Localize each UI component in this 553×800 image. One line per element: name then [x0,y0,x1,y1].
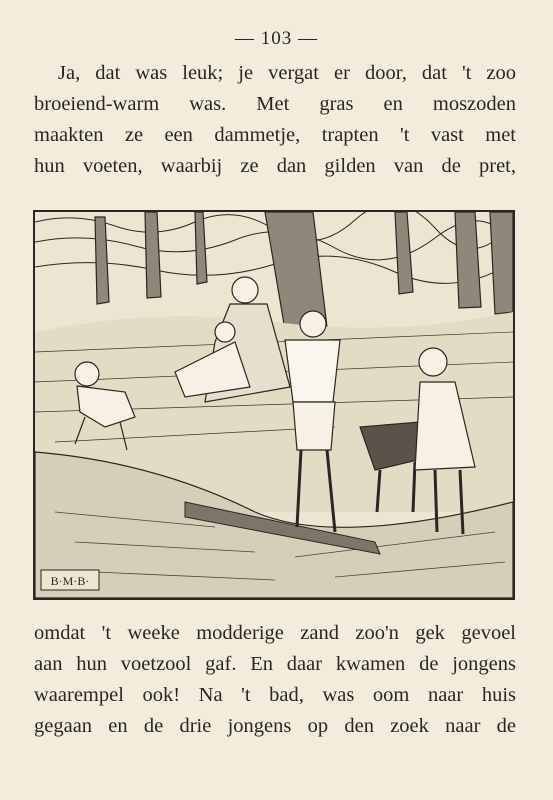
text-line: gegaan en de drie jongens op den zoek naar de [34,715,516,737]
text-line: omdat 't weeke modderige zand zoo'n gek gevoel [34,622,516,644]
illustration-drawing [35,212,513,598]
text-line: hun voeten, waarbij ze dan gilden van de pret, [34,155,516,177]
illustration-children-playing-in-stream [33,210,515,600]
text-line: broeiend-warm was. Met gras en moszoden [34,93,516,115]
body-text-top [34,58,516,182]
body-text-bottom [34,618,516,742]
text-line: waarempel ook! Na 't bad, was oom naar huis [34,684,516,706]
illustrator-signature: B·M·B· [50,574,90,588]
page-number: — 103 — [235,28,318,49]
text-line: Ja, dat was leuk; je vergat er door, dat 't zoo [58,62,516,84]
text-line: aan hun voetzool gaf. En daar kwamen de jongens [34,653,516,675]
text-line: maakten ze een dammetje, trapten 't vast met [34,124,516,146]
